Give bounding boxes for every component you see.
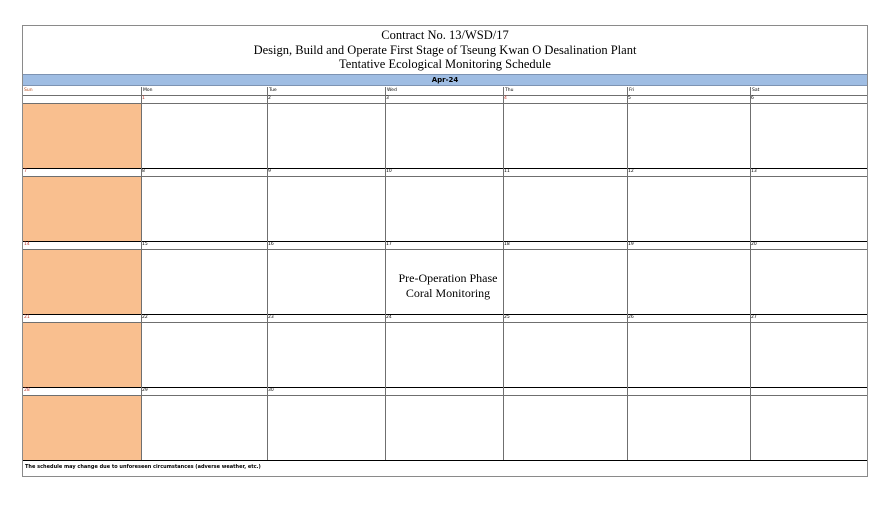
- day-number: 14: [24, 242, 30, 247]
- schedule-frame: [22, 25, 868, 477]
- day-number: 9: [268, 169, 271, 174]
- day-number: 10: [386, 169, 392, 174]
- day-number: 15: [142, 242, 148, 247]
- day-number: 19: [628, 242, 634, 247]
- day-number: 17: [386, 242, 392, 247]
- sunday-cell-fill: [23, 249, 141, 314]
- day-number: 6: [751, 96, 754, 101]
- day-number: 16: [268, 242, 274, 247]
- day-number: 12: [628, 169, 634, 174]
- grid-line: [23, 241, 867, 242]
- day-name-wed: Wed: [385, 87, 503, 95]
- day-number: 18: [504, 242, 510, 247]
- month-header: Apr-24: [23, 74, 867, 86]
- grid-line: [23, 249, 867, 250]
- grid-line: [23, 395, 867, 396]
- project-title: Design, Build and Operate First Stage of Tseung Kwan O Desalination Plant: [253, 42, 637, 57]
- sunday-cell-fill: [23, 395, 141, 460]
- day-number: 29: [142, 388, 148, 393]
- grid-line: [23, 176, 867, 177]
- day-number: 24: [386, 315, 392, 320]
- day-number: 13: [751, 169, 757, 174]
- event-phase: Pre-Operation Phase: [398, 271, 498, 285]
- day-number: 30: [268, 388, 274, 393]
- grid-line: [267, 95, 268, 460]
- grid-line: [23, 103, 867, 104]
- day-name-sat: Sat: [750, 87, 867, 95]
- day-name-mon: Mon: [141, 87, 267, 95]
- grid-line: [23, 168, 867, 169]
- day-number: 25: [504, 315, 510, 320]
- day-name-thu: Thu: [503, 87, 627, 95]
- title-block: [23, 26, 867, 75]
- day-number: 2: [268, 96, 271, 101]
- schedule-title: Tentative Ecological Monitoring Schedule: [339, 57, 551, 71]
- grid-line: [141, 95, 142, 460]
- day-name-fri: Fri: [627, 87, 750, 95]
- day-number: 3: [386, 96, 389, 101]
- day-number: 4: [504, 96, 507, 101]
- grid-line: [750, 95, 751, 460]
- day-number: 26: [628, 315, 634, 320]
- grid-line: [23, 387, 867, 388]
- day-number: 27: [751, 315, 757, 320]
- day-number: 5: [628, 96, 631, 101]
- day-number: 22: [142, 315, 148, 320]
- day-number: 11: [504, 169, 510, 174]
- day-number: 28: [24, 388, 30, 393]
- day-number: 21: [24, 315, 30, 320]
- day-number: 23: [268, 315, 274, 320]
- sunday-cell-fill: [23, 103, 141, 168]
- grid-line: [23, 322, 867, 323]
- grid-line: [23, 95, 867, 96]
- day-number: 7: [24, 169, 27, 174]
- day-number: 20: [751, 242, 757, 247]
- day-number: 1: [142, 96, 145, 101]
- grid-line: [23, 314, 867, 315]
- sunday-cell-fill: [23, 176, 141, 241]
- day-name-tue: Tue: [267, 87, 385, 95]
- day-name-sun: Sun: [24, 88, 33, 93]
- contract-number: Contract No. 13/WSD/17: [381, 28, 509, 42]
- grid-line: [23, 460, 867, 461]
- sunday-cell-fill: [23, 322, 141, 387]
- event-label: [383, 271, 513, 301]
- day-number: 8: [142, 169, 145, 174]
- event-type: Coral Monitoring: [405, 286, 491, 300]
- footer-note: The schedule may change due to unforeseen circumstances (adverse weather, etc.): [25, 464, 261, 470]
- grid-line: [627, 95, 628, 460]
